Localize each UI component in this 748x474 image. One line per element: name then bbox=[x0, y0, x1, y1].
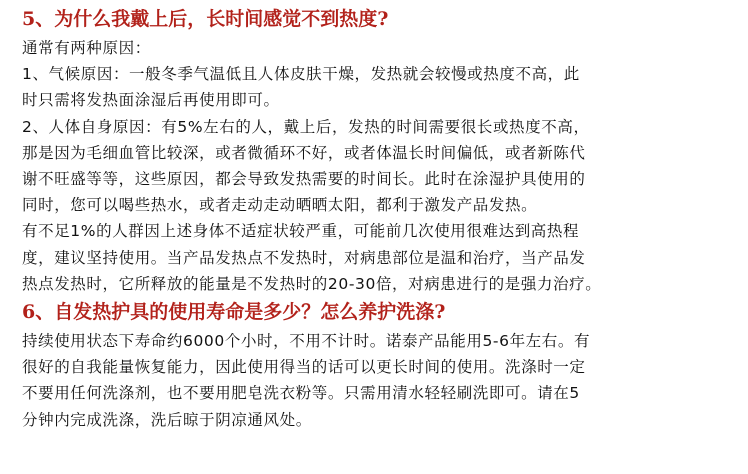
body-line: 时只需将发热面涂湿后再使用即可。 bbox=[22, 91, 280, 110]
body-line: 谢不旺盛等等，这些原因，都会导致发热需要的时间长。此时在涂湿护具使用的 bbox=[22, 170, 586, 189]
body-line: 有不足1%的人群因上述身体不适症状较严重，可能前几次使用很难达到高热程 bbox=[22, 222, 580, 241]
body-line: 不要用任何洗涤剂，也不要用肥皂洗衣粉等。只需用清水轻轻刷洗即可。请在5 bbox=[22, 384, 580, 403]
body-line: 度，建议坚持使用。当产品发热点不发热时，对病患部位是温和治疗，当产品发 bbox=[22, 248, 586, 267]
body-line: 那是因为毛细血管比较深，或者微循环不好，或者体温长时间偏低，或者新陈代 bbox=[22, 143, 586, 162]
body-line: 通常有两种原因： bbox=[22, 39, 151, 57]
body-line: 持续使用状态下寿命约6000个小时，不用不计时。诺泰产品能用5-6年左右。有 bbox=[22, 332, 591, 351]
body-line: 1、气候原因：一般冬季气温低且人体皮肤干燥，发热就会较慢或热度不高，此 bbox=[22, 65, 580, 84]
section-body-lifespan-care bbox=[22, 328, 738, 433]
body-line: 分钟内完成洗涤，洗后晾于阴凉通风处。 bbox=[22, 410, 312, 429]
body-line: 热点发热时，它所释放的能量是不发热时的20-30倍，对病患进行的是强力治疗。 bbox=[22, 274, 602, 293]
body-line: 同时，您可以喝些热水，或者走动走动晒晒太阳，都利于激发产品发热。 bbox=[22, 196, 538, 215]
section-body-heat-delay bbox=[22, 35, 738, 297]
section-title-lifespan-care: 6、自发热护具的使用寿命是多少？怎么养护洗涤? bbox=[22, 301, 446, 324]
body-line: 2、人体自身原因：有5%左右的人，戴上后，发热的时间需要很长或热度不高， bbox=[22, 117, 590, 136]
section-title-heat-delay: 5、为什么我戴上后，长时间感觉不到热度? bbox=[22, 8, 389, 30]
body-line: 很好的自我能量恢复能力，因此使用得当的话可以更长时间的使用。洗涤时一定 bbox=[22, 358, 586, 377]
